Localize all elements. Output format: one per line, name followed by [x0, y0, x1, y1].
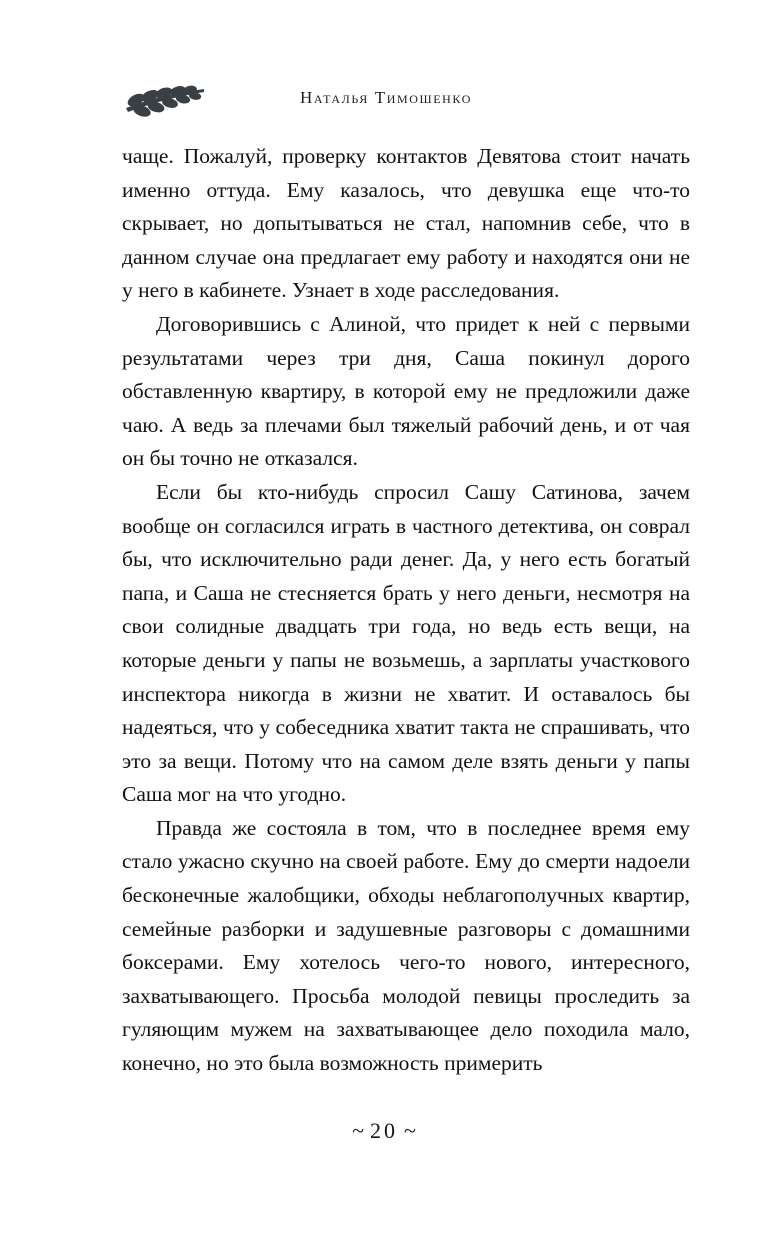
page-number: [0, 1118, 768, 1144]
folio-right-ornament: ~: [404, 1118, 416, 1143]
running-head-author: Наталья Тимошенко: [300, 88, 472, 107]
leaf-branch-ornament: [122, 82, 210, 118]
paragraph: Если бы кто-нибудь спросил Сашу Сатинова, зачем вообще он согласился играть в частного детектива, он соврал бы, что исключительно ради денег. Да, у него есть богатый папа, и Саша не стесняется брать у него деньги, несмотря на свои солидные двадцать три года, но ведь есть вещи, на которые деньги у папы не возьмешь, а зарплаты участкового инспектора никогда в жизни не хватит. И оставалось бы надеяться, что у собеседника хватит такта не спрашивать, что это за вещи. Потому что на самом деле взять деньги у папы Саша мог на что угодно.: [122, 479, 690, 807]
page-body-text: [122, 140, 690, 1081]
folio-left-ornament: ~: [352, 1118, 364, 1143]
paragraph: Правда же состояла в том, что в последнее время ему стало ужасно скучно на своей работе. Ему до смерти надоели бесконечные жалобщики, обходы неблагополучных квартир, семейные разборки и задушевные разговоры с домашними боксерами. Ему хотелось чего-то нового, интересного, захватывающего. Просьба молодой певицы проследить за гуляющим мужем на захватывающее дело походила мало, конечно, но это была возможность примерить: [122, 815, 690, 1076]
paragraph: чаще. Пожалуй, проверку контактов Девятова стоит начать именно оттуда. Ему казалось, что девушка еще что-то скрывает, но допытываться не стал, напомнив себе, что в данном случае она предлагает ему работу и находятся они не у него в кабинете. Узнает в ходе расследования.: [122, 144, 690, 303]
folio-number: 20: [370, 1118, 398, 1143]
paragraph: Договорившись с Алиной, что придет к ней с первыми результатами через три дня, Саша покинул дорого обставленную квартиру, в которой ему не предложили даже чаю. А ведь за плечами был тяжелый рабочий день, и от чая он бы точно не отказался.: [122, 311, 690, 471]
running-head: [122, 82, 646, 122]
